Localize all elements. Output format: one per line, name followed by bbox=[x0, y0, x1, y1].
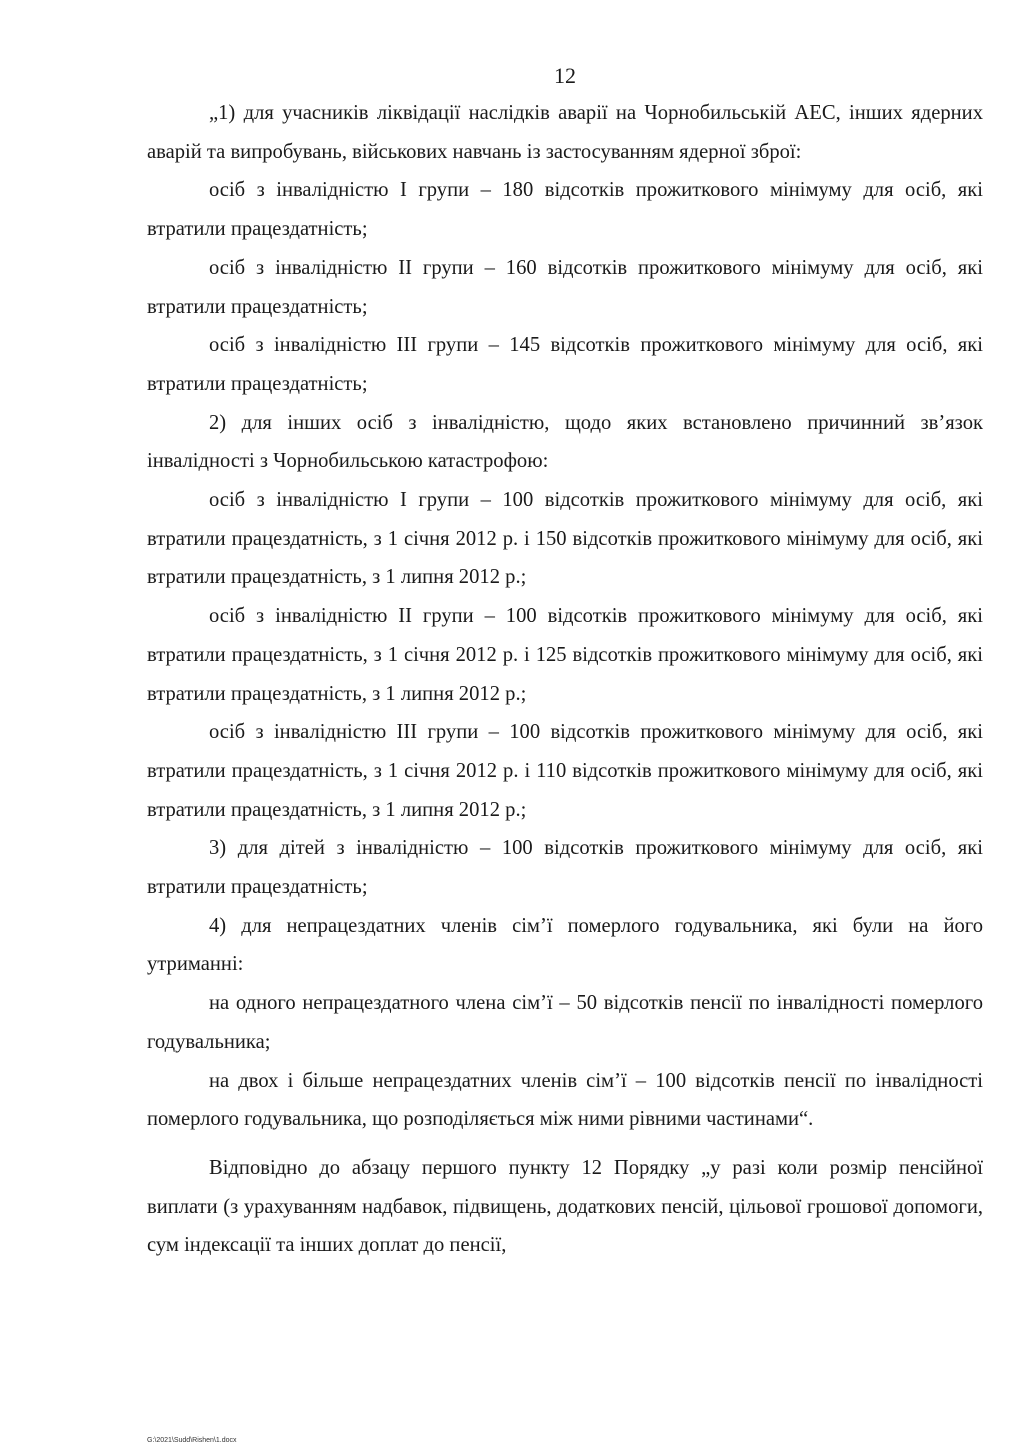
paragraph: осіб з інвалідністю І групи – 100 відсотків прожиткового мінімуму для осіб, які втратили працездатність, з 1 січня 2012 р. і 150 відсотків прожиткового мінімуму для осіб, які втратили працездатність, з 1 липня 2012 р.; bbox=[147, 489, 983, 589]
footer-file-path: G:\2021\Sudd\Rishen\1.docx bbox=[147, 1437, 237, 1444]
paragraph: на одного непрацездатного члена сім’ї – 50 відсотків пенсії по інвалідності померлого годувальника; bbox=[147, 992, 983, 1053]
paragraph: осіб з інвалідністю І групи – 180 відсотків прожиткового мінімуму для осіб, які втратили працездатність; bbox=[147, 179, 983, 241]
paragraph: 4) для непрацездатних членів сім’ї померлого годувальника, які були на його утриманні: bbox=[147, 914, 983, 976]
paragraph: осіб з інвалідністю ІІ групи – 160 відсотків прожиткового мінімуму для осіб, які втратили працездатність; bbox=[147, 256, 983, 318]
paragraph: 2) для інших осіб з інвалідністю, щодо яких встановлено причинний зв’язок інвалідності з Чорнобильською катастрофою: bbox=[147, 411, 983, 473]
paragraph: осіб з інвалідністю ІІІ групи – 145 відсотків прожиткового мінімуму для осіб, які втратили працездатність; bbox=[147, 334, 983, 395]
paragraph: осіб з інвалідністю ІІ групи – 100 відсотків прожиткового мінімуму для осіб, які втратили працездатність, з 1 січня 2012 р. і 125 відсотків прожиткового мінімуму для осіб, які втратили працездатність, з 1 липня 2012 р.; bbox=[147, 605, 983, 705]
paragraph: осіб з інвалідністю ІІІ групи – 100 відсотків прожиткового мінімуму для осіб, які втратили працездатність, з 1 січня 2012 р. і 110 відсотків прожиткового мінімуму для осіб, які втратили працездатність, з 1 липня 2012 р.; bbox=[147, 721, 983, 821]
paragraph: 3) для дітей з інвалідністю – 100 відсотків прожиткового мінімуму для осіб, які втратили працездатність; bbox=[147, 837, 983, 899]
paragraph: Відповідно до абзацу першого пункту 12 Порядку „у разі коли розмір пенсійної виплати (з урахуванням надбавок, підвищень, додаткових пенсій, цільової грошової допомоги, сум індексації та інших доплат до пенсії, bbox=[147, 1156, 983, 1257]
paragraph: „1) для учасників ліквідації наслідків аварії на Чорнобильській АЕС, інших ядерних аварій та випробувань, військових навчань із застосуванням ядерної зброї: bbox=[147, 102, 983, 163]
paragraph: на двох і більше непрацездатних членів сім’ї – 100 відсотків пенсії по інвалідності померлого годувальника, що розподіляється між ними рівними частинами“. bbox=[147, 1069, 983, 1131]
document-body bbox=[147, 94, 983, 1265]
page-number: 12 bbox=[554, 63, 576, 88]
